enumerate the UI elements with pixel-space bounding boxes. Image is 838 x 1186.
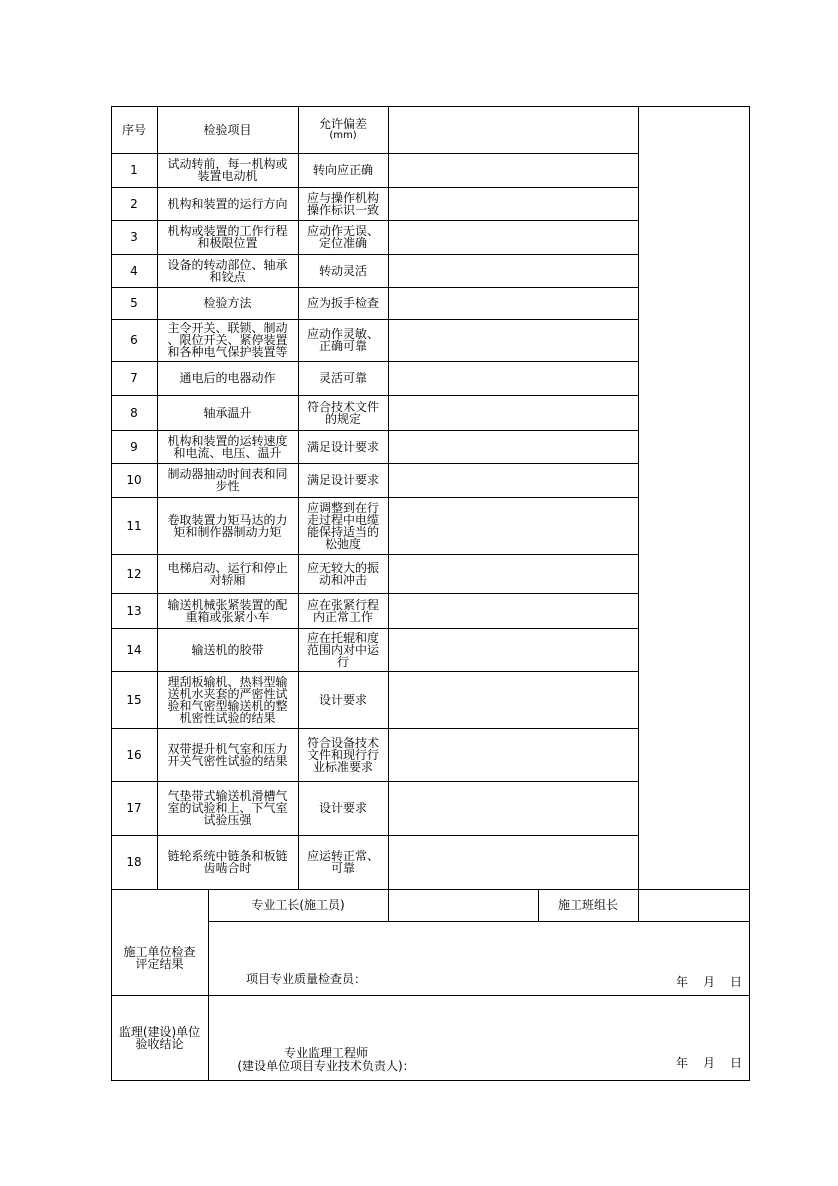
row-requirement: 符合技术文件 的规定 xyxy=(306,399,379,426)
grid-line-h xyxy=(111,395,638,396)
row-item: 卷取装置力矩马达的力 矩和制作器制动力矩 xyxy=(167,512,288,539)
row-item: 试动转前，每一机构或 装置电动机 xyxy=(167,157,288,183)
row-requirement: 满足设计要求 xyxy=(306,439,379,454)
row-item: 机构或装置的工作行程 和极限位置 xyxy=(167,224,288,250)
qc-inspector-label: 项目专业质量检查员： xyxy=(246,972,367,986)
grid-line-h xyxy=(111,995,750,996)
row-item: 双带提升机气室和压力 开关气密性试验的结果 xyxy=(167,741,288,768)
row-result[interactable] xyxy=(388,835,638,889)
grid-line-h xyxy=(111,889,750,890)
row-number: 7 xyxy=(130,371,138,385)
row-result[interactable] xyxy=(388,554,638,593)
grid-line-h xyxy=(111,1080,750,1081)
row-requirement: 应运转正常、 可靠 xyxy=(306,849,379,875)
row-result[interactable] xyxy=(388,395,638,430)
row-number: 8 xyxy=(130,405,138,420)
row-number: 18 xyxy=(126,855,142,869)
row-number: 5 xyxy=(130,296,138,310)
grid-line-h xyxy=(111,593,638,594)
row-item: 通电后的电器动作 xyxy=(179,371,276,385)
row-result[interactable] xyxy=(388,319,638,361)
supervisor-year: 年 xyxy=(676,1056,689,1070)
row-requirement: 应为扳手检查 xyxy=(306,296,379,310)
row-result[interactable] xyxy=(388,781,638,835)
supervisor-conclusion-label: 监理(建设)单位 验收结论 xyxy=(118,1024,201,1051)
row-number: 4 xyxy=(130,263,138,278)
grid-line-h xyxy=(111,287,638,288)
row-item: 输送机械张紧装置的配 重箱或张紧小车 xyxy=(167,597,288,624)
grid-line-h xyxy=(111,781,638,782)
row-result[interactable] xyxy=(388,628,638,671)
grid-line-h xyxy=(111,361,638,362)
row-number: 10 xyxy=(126,473,142,487)
row-result[interactable] xyxy=(388,463,638,497)
grid-line-h xyxy=(111,430,638,431)
row-requirement: 应无较大的振 动和冲击 xyxy=(306,560,379,587)
row-requirement: 符合设备技术 文件和现行行 业标准要求 xyxy=(306,735,379,774)
contractor-day: 日 xyxy=(730,975,743,989)
grid-line-v xyxy=(538,889,539,921)
row-number: 12 xyxy=(126,566,142,581)
grid-line-v xyxy=(749,106,750,1080)
row-result[interactable] xyxy=(388,153,638,187)
row-result[interactable] xyxy=(388,430,638,463)
row-requirement: 满足设计要求 xyxy=(306,473,379,487)
row-number: 16 xyxy=(126,747,142,762)
grid-line-h xyxy=(111,728,638,729)
foreman-value[interactable] xyxy=(388,889,538,921)
grid-line-h xyxy=(111,671,638,672)
row-requirement: 应在托辊和度 范围内对中运 行 xyxy=(306,630,379,669)
header-seq: 序号 xyxy=(121,123,146,137)
row-number: 17 xyxy=(126,801,142,815)
contractor-month: 月 xyxy=(703,975,716,989)
row-requirement: 应动作灵敏、 正确可靠 xyxy=(306,327,379,353)
row-number: 13 xyxy=(126,603,142,618)
grid-line-h xyxy=(111,187,638,188)
grid-line-v xyxy=(388,106,389,921)
row-requirement: 设计要求 xyxy=(318,692,367,707)
row-number: 11 xyxy=(126,518,142,533)
row-item: 气垫带式输送机滑槽气 室的试验和上、下气室 试验压强 xyxy=(167,789,288,827)
row-requirement: 应动作无误、 定位准确 xyxy=(306,224,379,250)
grid-line-h xyxy=(111,628,638,629)
row-requirement: 转动灵活 xyxy=(318,263,367,278)
grid-line-h xyxy=(111,106,750,107)
row-requirement: 应与操作机构 操作标识一致 xyxy=(306,190,379,217)
row-number: 2 xyxy=(130,196,138,211)
row-number: 15 xyxy=(126,692,142,707)
row-number: 9 xyxy=(130,439,138,454)
row-requirement: 应在张紧行程 内正常工作 xyxy=(306,597,379,624)
row-result[interactable] xyxy=(388,361,638,395)
contractor-year: 年 xyxy=(676,975,689,989)
grid-line-h xyxy=(111,497,638,498)
grid-line-h xyxy=(111,835,638,836)
row-result[interactable] xyxy=(388,187,638,220)
row-item: 理刮板输机、热料型输 送机水夹套的严密性试 验和气密型输送机的整 机密性试验的结果 xyxy=(167,674,288,725)
supervisor-month: 月 xyxy=(703,1056,716,1070)
row-item: 机构和装置的运转速度 和电流、电压、温升 xyxy=(167,433,288,460)
header-tolerance xyxy=(298,107,388,153)
grid-line-v xyxy=(298,106,299,889)
grid-line-h xyxy=(111,153,638,154)
row-number: 6 xyxy=(130,333,138,347)
row-number: 14 xyxy=(126,642,142,657)
header-tolerance-label: 允许偏差 xyxy=(318,117,367,131)
grid-line-h xyxy=(111,463,638,464)
row-requirement: 转向应正确 xyxy=(312,163,373,177)
row-result[interactable] xyxy=(388,593,638,628)
row-requirement: 设计要求 xyxy=(318,801,367,815)
row-number: 3 xyxy=(130,230,138,244)
row-result[interactable] xyxy=(388,254,638,287)
supervising-engineer-label: 专业监理工程师 (建设单位项目专业技术负责人)： xyxy=(237,1046,415,1073)
row-result[interactable] xyxy=(388,671,638,728)
contractor-result-label: 施工单位检查 评定结果 xyxy=(123,945,196,971)
grid-line-v xyxy=(157,106,158,889)
row-requirement: 应调整到在行 走过程中电缆 能保持适当的 松弛度 xyxy=(306,500,379,551)
supervisor-day: 日 xyxy=(730,1056,743,1070)
row-item: 轴承温升 xyxy=(203,405,252,420)
row-item: 机构和装置的运行方向 xyxy=(167,196,288,211)
row-item: 检验方法 xyxy=(203,296,252,310)
row-item: 输送机的胶带 xyxy=(191,642,264,657)
row-result[interactable] xyxy=(388,728,638,781)
grid-line-h xyxy=(111,554,638,555)
row-item: 设备的转动部位、轴承 和铰点 xyxy=(167,257,288,284)
grid-line-h xyxy=(111,319,638,320)
foreman-label: 专业工长(施工员) xyxy=(251,898,345,912)
grid-line-h xyxy=(208,921,750,922)
header-tolerance-unit: (mm) xyxy=(329,130,357,141)
row-number: 1 xyxy=(130,163,138,177)
row-item: 制动器抽动时间表和同 步性 xyxy=(167,467,288,493)
grid-line-v xyxy=(208,889,209,1080)
row-result[interactable] xyxy=(388,287,638,319)
row-requirement: 灵活可靠 xyxy=(318,371,367,385)
row-result[interactable] xyxy=(388,497,638,554)
row-item: 电梯启动、运行和停止 对轿厢 xyxy=(167,560,288,587)
grid-line-h xyxy=(111,220,638,221)
grid-line-v xyxy=(111,106,112,1080)
header-item: 检验项目 xyxy=(203,123,252,137)
row-result[interactable] xyxy=(388,220,638,254)
grid-line-v xyxy=(638,106,639,921)
team-leader-label: 施工班组长 xyxy=(557,898,618,912)
team-leader-value[interactable] xyxy=(638,889,749,921)
grid-line-h xyxy=(111,254,638,255)
row-item: 链轮系统中链条和板链 齿啮合时 xyxy=(167,849,288,875)
row-item: 主令开关、联锁、制动 、限位开关、紧停装置 和各种电气保护装置等 xyxy=(167,321,288,359)
